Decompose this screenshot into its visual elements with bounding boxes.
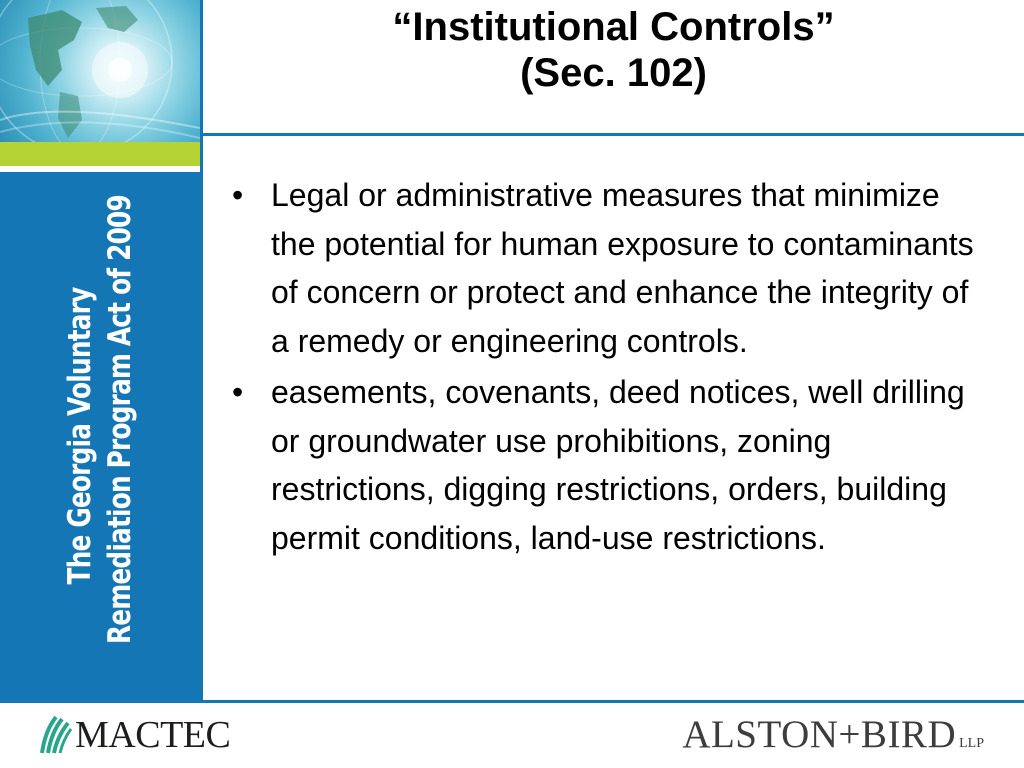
alston-bird-logo-suffix: LLP [959, 736, 984, 751]
green-accent-bar [0, 142, 200, 166]
sidebar-title-line-2: Remediation Program Act of 2009 [102, 195, 138, 644]
slide-title-line-1: “Institutional Controls” [392, 5, 835, 49]
slide-title [203, 4, 1024, 96]
bullet-item [232, 368, 992, 562]
bullet-text: Legal or administrative measures that minimize the potential for human exposure to contaminants of concern or protect and enhance the integrity of a remedy or engineering controls. [271, 177, 974, 359]
bullet-list [232, 171, 992, 565]
alston-bird-logo [682, 712, 984, 756]
bullet-marker: • [232, 374, 244, 410]
vertical-divider [200, 0, 203, 700]
mactec-logo-text: MACTEC [75, 714, 231, 756]
sidebar-vertical-title [60, 176, 140, 696]
title-divider [200, 133, 1024, 136]
globe-graphic [0, 0, 200, 142]
mactec-logo [38, 714, 230, 756]
alston-bird-logo-text: ALSTON+BIRD [682, 713, 957, 756]
mactec-waves-icon [38, 715, 72, 755]
globe-image [0, 0, 200, 142]
footer-divider [0, 700, 1024, 703]
sidebar-title-line-1: The Georgia Voluntary [62, 287, 98, 585]
bullet-marker: • [232, 177, 244, 213]
slide-title-line-2: (Sec. 102) [520, 51, 707, 95]
bullet-item [232, 171, 992, 365]
bullet-text: easements, covenants, deed notices, well drilling or groundwater use prohibitions, zoning restrictions, digging restrictions, orders, building permit conditions, land-use restrictions. [271, 374, 965, 556]
